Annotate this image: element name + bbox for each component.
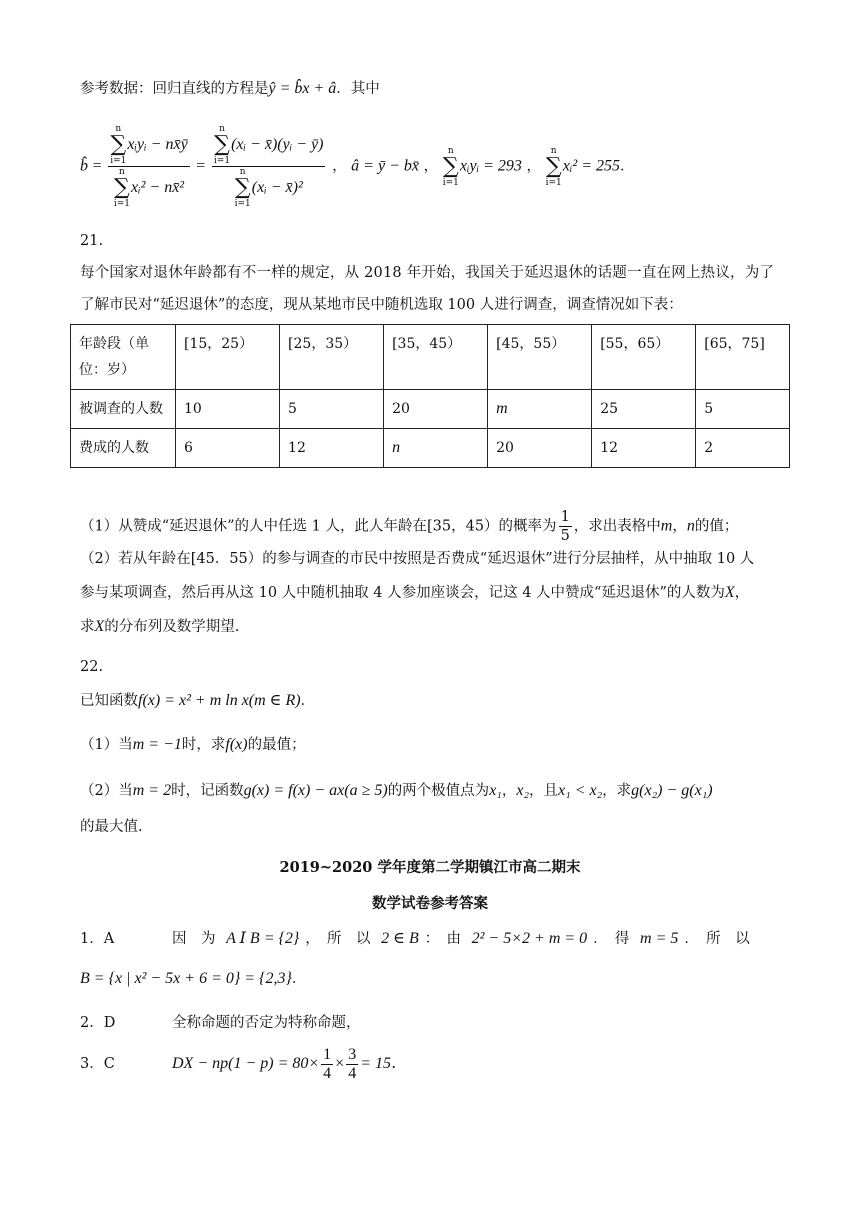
survey-table xyxy=(70,324,790,468)
answer-1-math: A Ⅰ B = {2} xyxy=(226,930,300,947)
condition-m: m = −1 xyxy=(132,736,182,753)
q21-part2-text: 求 xyxy=(80,619,95,635)
q21-part2-text: 的分布列及数学期望. xyxy=(104,619,240,635)
table-cell: 20 xyxy=(384,390,488,429)
var-x2: x₂ xyxy=(516,782,530,799)
sum-symbol: n ∑ i=1 xyxy=(110,124,127,166)
numerator-1: xᵢyᵢ − nx̄ȳ xyxy=(127,136,188,153)
answer-3-math: DX − np(1 − p) = 80× xyxy=(172,1055,320,1072)
regression-equation: ŷ = b̂x + â xyxy=(268,80,337,97)
comma: ， xyxy=(501,783,517,799)
q22-intro-text: 已知函数 xyxy=(80,693,138,709)
q21-part2-line1: （2）若从年龄在[45．55）的参与调查的市民中按照是否费成“延迟退休”进行分层抽样，从中抽取 10 人 xyxy=(80,551,755,567)
q22-part2 xyxy=(80,780,790,802)
fraction-one-quarter: $\frac{1}{4}$ xyxy=(323,1045,332,1082)
answer-1-set: B = {x | x² − 5x + 6 = 0} = {2,3} xyxy=(80,970,292,987)
condition-m: m = 2 xyxy=(132,782,172,799)
denominator-2: (xᵢ − x̄)² xyxy=(251,179,303,196)
table-cell: 12 xyxy=(280,429,384,468)
sum-symbol: n ∑ i=1 xyxy=(234,167,251,209)
table-cell: 25 xyxy=(592,390,696,429)
q21-part2-line2 xyxy=(80,582,790,604)
probability-fraction: $\frac{1}{5}$ xyxy=(560,509,570,544)
q21-part1 xyxy=(80,508,790,542)
reference-line xyxy=(80,78,790,100)
equals-sign: = xyxy=(196,157,206,175)
period: ． xyxy=(291,971,307,987)
numerator-2: (xᵢ − x̄)(yᵢ − ȳ) xyxy=(231,136,324,153)
q22-part1-text: （1）当 xyxy=(80,737,133,753)
bhat-fraction-2 xyxy=(212,124,326,209)
answer-1-math: 2² − 5×2 + m = 0 xyxy=(471,930,588,947)
var-x1: x₁ xyxy=(489,782,502,799)
var-m: m xyxy=(660,517,673,535)
table-row xyxy=(71,325,790,390)
inequality: x₁ < x₂ xyxy=(558,782,603,799)
function-g: g(x) = f(x) − ax(a ≥ 5) xyxy=(243,782,388,799)
table-cell: n xyxy=(384,429,488,468)
var-x: X xyxy=(94,618,105,635)
answer-1-text: 因 为 xyxy=(172,931,216,947)
answer-1-text: ． 得 xyxy=(593,931,630,947)
period: ． xyxy=(620,158,635,175)
answers-title: 2019~2020 学年度第二学期镇江市高二期末 xyxy=(279,859,581,876)
answer-2 xyxy=(80,1012,790,1034)
q21-part1-text: ，求出表格中 xyxy=(573,518,661,535)
table-cell: 12 xyxy=(592,429,696,468)
formula-block xyxy=(80,124,790,214)
function-f: f(x) xyxy=(225,736,248,753)
denominator-1: xᵢ² − nx̄² xyxy=(130,179,185,196)
q21-number: 21. xyxy=(80,233,104,249)
sum-x2-value: xᵢ² = 255 xyxy=(562,157,621,175)
q22-part2-text: 的两个极值点为 xyxy=(387,783,490,799)
comma: ， xyxy=(526,158,542,175)
table-cell: 5 xyxy=(280,390,384,429)
var-x: X xyxy=(724,584,735,601)
q22-part2-text: 时，记函数 xyxy=(171,783,244,799)
table-cell: 费成的人数 xyxy=(71,429,176,468)
ahat-formula: â = ȳ − bx̄ xyxy=(351,157,419,175)
q22-number: 22. xyxy=(80,659,104,675)
q22-part1-text: 的最值； xyxy=(247,737,306,753)
sum-symbol: n ∑ i=1 xyxy=(213,124,231,166)
table-cell: [65，75] xyxy=(696,325,790,390)
reference-label: 参考数据：回归直线的方程是 xyxy=(80,81,269,97)
answer-1-math: 2 ∈ B xyxy=(381,930,419,947)
sum-symbol: n ∑ i=1 xyxy=(113,167,130,209)
q21-line1: 每个国家对退休年龄都有不一样的规定，从 2018 年开始，我国关于延迟退休的话题一直在网上热议，为了 xyxy=(80,265,775,281)
answer-1-text: ， 所 以 xyxy=(305,931,371,947)
table-row xyxy=(71,429,790,468)
table-row xyxy=(71,390,790,429)
answer-2-label: 2．D xyxy=(80,1015,116,1031)
function-definition: f(x) = x² + m ln x(m ∈ R) xyxy=(138,692,301,709)
period: ． xyxy=(300,693,316,709)
q22-part2-text: （2）当 xyxy=(80,783,133,799)
var-n: n xyxy=(686,517,695,535)
table-cell: [55，65） xyxy=(592,325,696,390)
answer-3 xyxy=(80,1044,790,1084)
sum-xy-value: xᵢyᵢ = 293 xyxy=(459,157,522,175)
answer-1-text: ． 所 以 xyxy=(684,931,750,947)
answer-1-line2 xyxy=(80,968,790,990)
answer-2-text: 全称命题的否定为特称命题， xyxy=(172,1015,361,1031)
reference-tail: ．其中 xyxy=(336,81,380,97)
q22-part1 xyxy=(80,734,790,756)
times-sign: × xyxy=(335,1055,345,1072)
bhat-fraction-1 xyxy=(108,124,189,209)
q21-part1-text: （1）从赞成“延迟退休”的人中任选 1 人，此人年龄在[35，45）的概率为 xyxy=(80,518,557,535)
comma: ， xyxy=(734,585,750,601)
q22-part2-text: ，且 xyxy=(529,783,559,799)
table-cell: 6 xyxy=(176,429,280,468)
table-cell: 5 xyxy=(696,390,790,429)
comma: ， xyxy=(423,158,439,175)
answer-1-label: 1．A xyxy=(80,931,115,947)
table-cell: [45，55） xyxy=(488,325,592,390)
comma: ， xyxy=(672,518,687,535)
table-cell: 年龄段（单位：岁） xyxy=(71,325,176,390)
target-expression: g(x₂) − g(x₁) xyxy=(631,782,713,799)
table-cell: 10 xyxy=(176,390,280,429)
table-cell: [15，25） xyxy=(176,325,280,390)
sum-symbol: n ∑ i=1 xyxy=(442,145,459,188)
answer-3-result: = 15． xyxy=(360,1055,408,1072)
answer-1-math: m = 5 xyxy=(640,930,679,947)
q22-part2-line2: 的最大值. xyxy=(80,819,143,835)
answer-1-text: ： 由 xyxy=(424,931,462,947)
q22-part1-text: 时，求 xyxy=(181,737,226,753)
q21-part1-text: 的值； xyxy=(694,518,739,535)
answers-subtitle: 数学试卷参考答案 xyxy=(372,895,488,912)
table-cell: [35，45） xyxy=(384,325,488,390)
table-cell: [25，35） xyxy=(280,325,384,390)
q21-line2: 了解市民对“延迟退休”的态度，现从某地市民中随机选取 100 人进行调查，调查情况如下表： xyxy=(80,297,683,313)
q22-intro xyxy=(80,690,790,712)
answer-1-line1 xyxy=(80,928,790,950)
q21-part2-text: 参与某项调查，然后再从这 10 人中随机抽取 4 人参加座谈会，记这 4 人中赞成“延迟退休”的人数为 xyxy=(80,585,725,601)
equals-sign: = xyxy=(92,157,102,175)
table-cell: m xyxy=(488,390,592,429)
table-cell: 被调查的人数 xyxy=(71,390,176,429)
fraction-three-quarters: $\frac{3}{4}$ xyxy=(348,1045,357,1082)
q22-part2-text: ，求 xyxy=(602,783,632,799)
sum-symbol: n ∑ i=1 xyxy=(545,145,562,188)
answer-3-label: 3．C xyxy=(80,1056,115,1072)
table-cell: 20 xyxy=(488,429,592,468)
bhat-symbol: b̂ xyxy=(80,157,88,175)
comma: ， xyxy=(332,158,347,175)
table-cell: 2 xyxy=(696,429,790,468)
q21-part2-line3 xyxy=(80,616,790,638)
